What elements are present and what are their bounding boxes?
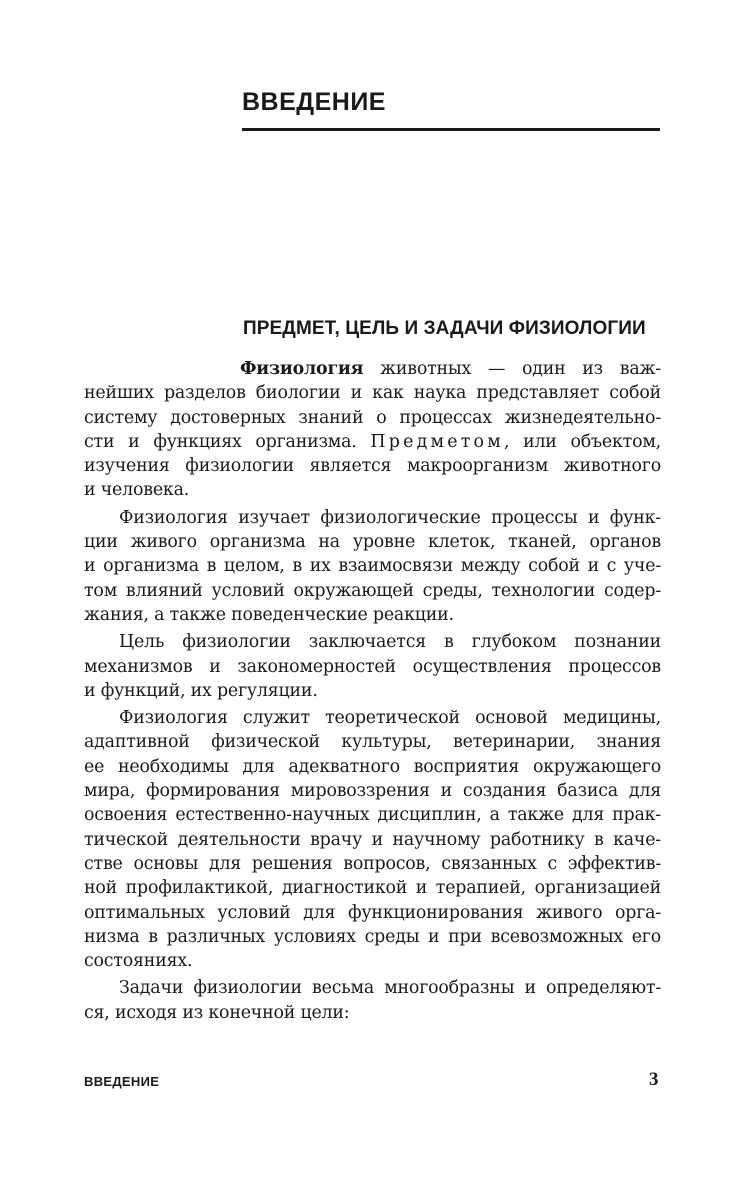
text-line: тической деятельности врачу и научному работнику в каче- [84,829,661,850]
lead-word: Физиология [240,359,364,379]
paragraph-3 [84,630,661,703]
text-line [84,430,661,454]
running-footer-title: ВВЕДЕНИЕ [84,1074,160,1089]
body-text [84,357,661,1025]
text-line: стве основы для решения вопросов, связанных с эффектив- [84,853,661,874]
text-line: Цель физиологии заключается в глубоком познании [119,632,661,653]
text-line: и человека. [84,480,190,501]
text-line: низма в различных условиях среды и при всевозможных его [84,926,661,947]
paragraph-2 [84,506,661,627]
text-line: ции живого организма на уровне клеток, тканей, органов [84,532,661,553]
paragraph-1 [84,357,661,503]
paragraph-4 [84,706,661,973]
text-line: и организма в целом, в их взаимосвязи между собой и с уче- [84,556,661,577]
text-line: освоения естественно-научных дисциплин, а также для прак- [84,805,661,826]
chapter-title: ВВЕДЕНИЕ [242,88,386,116]
text-line: адаптивной физической культуры, ветеринарии, знания [84,732,661,753]
text-fragment: , или объектом, [503,431,662,452]
text-line: ной профилактикой, диагностикой и терапией, организацией [84,878,661,899]
emphasized-term: Предметом [370,431,504,452]
chapter-title-rule [242,128,660,131]
text-line: состояниях. [84,951,193,972]
text-line: Задачи физиологии весьма многообразны и определяют- [119,978,661,999]
text-line: ся, исходя из конечной цели: [84,1002,350,1023]
text-fragment: животных — один из важ- [363,359,661,379]
text-line: изучения физиологии является макроорганизм животного [84,456,661,477]
text-line: и функций, их регуляции. [84,680,318,701]
text-line: механизмов и закономерностей осуществления процессов [84,656,661,677]
text-line [84,357,661,381]
text-line: оптимальных условий для функционирования живого орга- [84,902,661,923]
text-line: мира, формирования мировоззрения и создания базиса для [84,781,661,802]
text-line: том влияний условий окружающей среды, технологии содер- [84,580,661,601]
text-line: жания, а также поведенческие реакции. [84,604,454,625]
section-title: ПРЕДМЕТ, ЦЕЛЬ И ЗАДАЧИ ФИЗИОЛОГИИ [243,318,646,339]
text-line: ее необходимы для адекватного восприятия окружающего [84,756,661,777]
paragraph-5 [84,976,661,1025]
text-line: Физиология изучает физиологические процессы и функ- [119,507,661,528]
text-fragment: сти и функциях организма. [84,431,371,452]
page-number: 3 [649,1069,659,1090]
text-line: систему достоверных знаний о процессах жизнедеятельно- [84,407,661,428]
text-line: нейших разделов биологии и как наука представляет собой [84,383,661,404]
text-line: Физиология служит теоретической основой медицины, [119,708,661,729]
